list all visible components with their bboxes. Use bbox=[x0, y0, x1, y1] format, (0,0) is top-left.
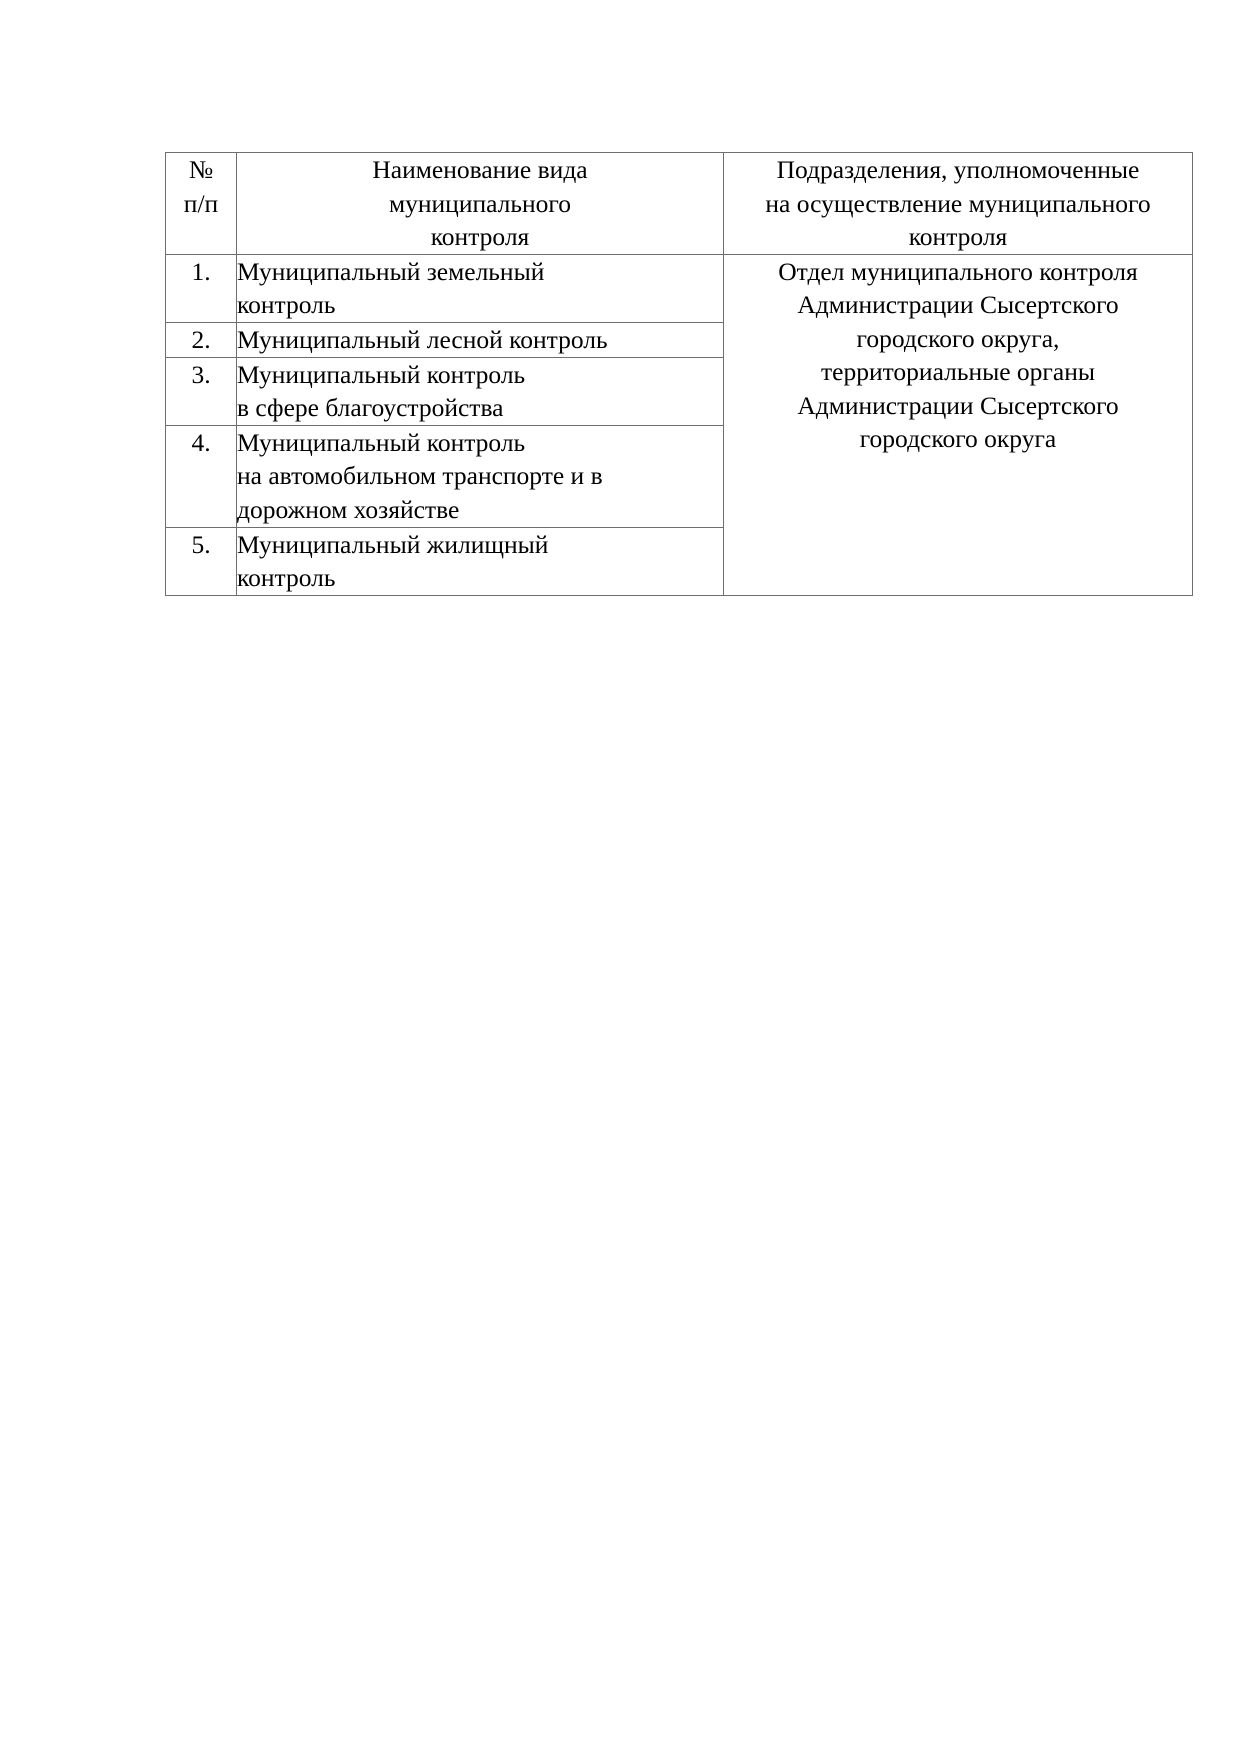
department-line: Администрации Сысертского bbox=[797, 290, 1119, 319]
header-departments bbox=[724, 153, 1193, 255]
name-line: Муниципальный контроль bbox=[237, 427, 526, 457]
control-type-name bbox=[237, 527, 724, 595]
name-line: контроль bbox=[237, 563, 336, 592]
row-number: 2. bbox=[166, 322, 237, 357]
row-number: 3. bbox=[166, 357, 237, 425]
header-text-line: № bbox=[188, 155, 214, 184]
name-line: Муниципальный лесной контроль bbox=[237, 324, 608, 354]
row-number: 1. bbox=[166, 254, 237, 322]
header-text-line: Наименование вида bbox=[372, 155, 588, 184]
responsible-department bbox=[724, 254, 1193, 595]
row-number: 4. bbox=[166, 425, 237, 527]
control-type-name bbox=[237, 425, 724, 527]
header-number bbox=[166, 153, 237, 255]
header-text-line: на осуществление муниципального bbox=[765, 188, 1151, 218]
table-row bbox=[166, 254, 1193, 322]
department-line: Отдел муниципального контроля bbox=[778, 256, 1138, 286]
department-line: городского округа bbox=[859, 424, 1057, 453]
header-text-line: контроля bbox=[430, 222, 530, 251]
name-line: в сфере благоустройства bbox=[237, 393, 504, 422]
row-number: 5. bbox=[166, 527, 237, 595]
header-text-line: п/п bbox=[183, 188, 219, 218]
department-line: Администрации Сысертского bbox=[797, 390, 1119, 420]
header-control-type bbox=[237, 153, 724, 255]
header-text-line: контроля bbox=[908, 222, 1008, 251]
table-header-row bbox=[166, 153, 1193, 255]
control-type-name bbox=[237, 322, 724, 357]
name-line: дорожном хозяйстве bbox=[237, 494, 460, 524]
name-line: Муниципальный земельный bbox=[237, 256, 545, 286]
municipal-control-table bbox=[165, 152, 1193, 596]
name-line: Муниципальный контроль bbox=[237, 359, 526, 389]
name-line: на автомобильном транспорте и в bbox=[237, 461, 603, 490]
header-text-line: Подразделения, уполномоченные bbox=[776, 155, 1140, 184]
control-type-name bbox=[237, 357, 724, 425]
name-line: Муниципальный жилищный bbox=[237, 529, 549, 559]
name-line: контроль bbox=[237, 290, 336, 319]
department-line: территориальные органы bbox=[821, 357, 1095, 386]
header-text-line: муниципального bbox=[389, 188, 571, 218]
department-line: городского округа, bbox=[856, 323, 1060, 353]
control-type-name bbox=[237, 254, 724, 322]
